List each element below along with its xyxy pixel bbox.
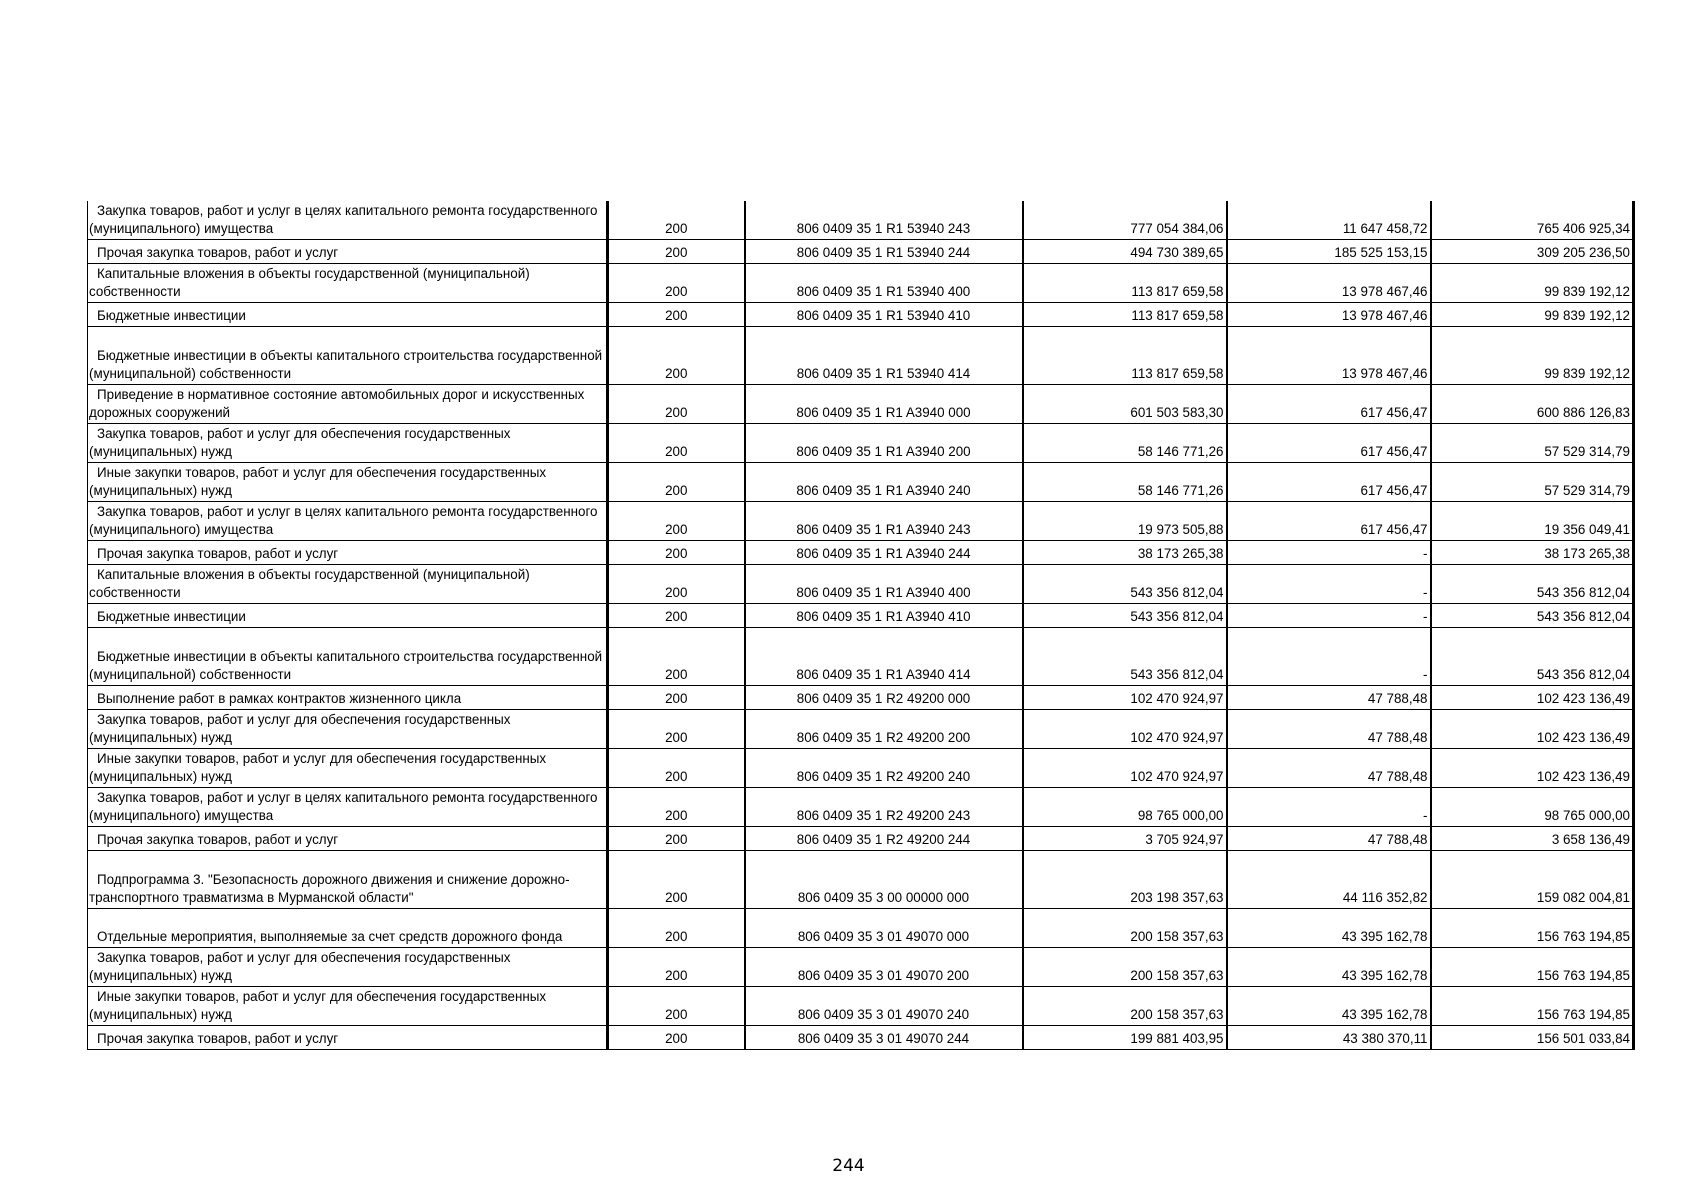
row-executed-amount-cell: 43 395 162,78 xyxy=(1227,948,1431,987)
row-name-cell xyxy=(88,201,608,240)
row-name-text: Выполнение работ в рамках контрактов жизненного цикла xyxy=(97,691,462,706)
row-line-code-cell: 200 xyxy=(608,686,745,710)
row-executed-amount-cell: - xyxy=(1227,541,1431,565)
row-budget-code-cell: 806 0409 35 3 01 49070 240 xyxy=(745,987,1023,1026)
row-unexecuted-amount-cell: 543 356 812,04 xyxy=(1431,604,1634,628)
row-line-code-cell: 200 xyxy=(608,987,745,1026)
table-row xyxy=(88,463,1634,502)
row-executed-amount-cell: 185 525 153,15 xyxy=(1227,240,1431,264)
row-line-code-cell: 200 xyxy=(608,749,745,788)
row-unexecuted-amount-cell: 57 529 314,79 xyxy=(1431,424,1634,463)
row-line-code-cell: 200 xyxy=(608,851,745,909)
row-unexecuted-amount-cell: 3 658 136,49 xyxy=(1431,827,1634,851)
row-executed-amount-cell: - xyxy=(1227,628,1431,686)
table-row xyxy=(88,541,1634,565)
row-unexecuted-amount-cell: 99 839 192,12 xyxy=(1431,303,1634,327)
row-executed-amount-cell: 47 788,48 xyxy=(1227,827,1431,851)
row-line-code-cell: 200 xyxy=(608,424,745,463)
row-executed-amount-cell: - xyxy=(1227,788,1431,827)
row-approved-amount-cell: 543 356 812,04 xyxy=(1023,565,1227,604)
row-approved-amount-cell: 102 470 924,97 xyxy=(1023,686,1227,710)
row-name-cell xyxy=(88,463,608,502)
table-row xyxy=(88,628,1634,686)
row-executed-amount-cell: 617 456,47 xyxy=(1227,463,1431,502)
row-name-cell xyxy=(88,851,608,909)
row-line-code-cell: 200 xyxy=(608,909,745,948)
row-name-text: Иные закупки товаров, работ и услуг для обеспечения государственных (муниципальных) нужд xyxy=(89,465,547,498)
row-unexecuted-amount-cell: 19 356 049,41 xyxy=(1431,502,1634,541)
row-name-cell xyxy=(88,303,608,327)
row-executed-amount-cell: 44 116 352,82 xyxy=(1227,851,1431,909)
page-number: 244 xyxy=(832,1156,865,1176)
row-budget-code-cell: 806 0409 35 1 R1 53940 400 xyxy=(745,264,1023,303)
row-line-code-cell: 200 xyxy=(608,264,745,303)
row-budget-code-cell: 806 0409 35 3 01 49070 000 xyxy=(745,909,1023,948)
row-approved-amount-cell: 543 356 812,04 xyxy=(1023,628,1227,686)
row-approved-amount-cell: 200 158 357,63 xyxy=(1023,987,1227,1026)
row-approved-amount-cell: 98 765 000,00 xyxy=(1023,788,1227,827)
table-row xyxy=(88,686,1634,710)
row-line-code-cell: 200 xyxy=(608,948,745,987)
row-name-cell xyxy=(88,909,608,948)
row-name-cell xyxy=(88,424,608,463)
budget-table-container xyxy=(87,201,1633,1050)
row-unexecuted-amount-cell: 38 173 265,38 xyxy=(1431,541,1634,565)
row-approved-amount-cell: 601 503 583,30 xyxy=(1023,385,1227,424)
row-name-cell xyxy=(88,987,608,1026)
row-unexecuted-amount-cell: 156 501 033,84 xyxy=(1431,1026,1634,1050)
table-row xyxy=(88,987,1634,1026)
row-unexecuted-amount-cell: 102 423 136,49 xyxy=(1431,686,1634,710)
row-approved-amount-cell: 113 817 659,58 xyxy=(1023,264,1227,303)
row-approved-amount-cell: 102 470 924,97 xyxy=(1023,749,1227,788)
row-unexecuted-amount-cell: 156 763 194,85 xyxy=(1431,948,1634,987)
row-line-code-cell: 200 xyxy=(608,385,745,424)
row-budget-code-cell: 806 0409 35 1 R1 A3940 400 xyxy=(745,565,1023,604)
row-name-text: Прочая закупка товаров, работ и услуг xyxy=(97,832,339,847)
row-budget-code-cell: 806 0409 35 1 R1 A3940 240 xyxy=(745,463,1023,502)
row-unexecuted-amount-cell: 156 763 194,85 xyxy=(1431,987,1634,1026)
row-name-text: Капитальные вложения в объекты государственной (муниципальной) собственности xyxy=(89,266,530,299)
row-name-text: Отдельные мероприятия, выполняемые за счет средств дорожного фонда xyxy=(97,929,563,944)
row-unexecuted-amount-cell: 543 356 812,04 xyxy=(1431,565,1634,604)
row-approved-amount-cell: 38 173 265,38 xyxy=(1023,541,1227,565)
row-approved-amount-cell: 777 054 384,06 xyxy=(1023,201,1227,240)
row-budget-code-cell: 806 0409 35 1 R2 49200 200 xyxy=(745,710,1023,749)
row-name-text: Иные закупки товаров, работ и услуг для обеспечения государственных (муниципальных) нужд xyxy=(89,751,547,784)
table-row xyxy=(88,788,1634,827)
row-budget-code-cell: 806 0409 35 1 R2 49200 244 xyxy=(745,827,1023,851)
row-approved-amount-cell: 3 705 924,97 xyxy=(1023,827,1227,851)
row-executed-amount-cell: 617 456,47 xyxy=(1227,502,1431,541)
table-row xyxy=(88,240,1634,264)
row-unexecuted-amount-cell: 156 763 194,85 xyxy=(1431,909,1634,948)
row-budget-code-cell: 806 0409 35 1 R1 A3940 243 xyxy=(745,502,1023,541)
row-name-text: Бюджетные инвестиции в объекты капитального строительства государственной (муниципальной) собственности xyxy=(89,348,603,381)
row-budget-code-cell: 806 0409 35 3 01 49070 244 xyxy=(745,1026,1023,1050)
row-line-code-cell: 200 xyxy=(608,827,745,851)
row-name-text: Бюджетные инвестиции xyxy=(97,609,246,624)
row-approved-amount-cell: 19 973 505,88 xyxy=(1023,502,1227,541)
table-body xyxy=(88,201,1634,1050)
row-name-cell xyxy=(88,264,608,303)
table-row xyxy=(88,827,1634,851)
table-row xyxy=(88,1026,1634,1050)
row-name-cell xyxy=(88,827,608,851)
row-line-code-cell: 200 xyxy=(608,628,745,686)
row-budget-code-cell: 806 0409 35 1 R1 53940 410 xyxy=(745,303,1023,327)
row-executed-amount-cell: 617 456,47 xyxy=(1227,424,1431,463)
row-name-cell xyxy=(88,327,608,385)
row-budget-code-cell: 806 0409 35 3 00 00000 000 xyxy=(745,851,1023,909)
row-line-code-cell: 200 xyxy=(608,240,745,264)
row-name-text: Бюджетные инвестиции в объекты капитального строительства государственной (муниципальной) собственности xyxy=(89,649,603,682)
row-budget-code-cell: 806 0409 35 1 R2 49200 000 xyxy=(745,686,1023,710)
row-executed-amount-cell: 13 978 467,46 xyxy=(1227,303,1431,327)
table-row xyxy=(88,851,1634,909)
row-approved-amount-cell: 543 356 812,04 xyxy=(1023,604,1227,628)
row-name-text: Прочая закупка товаров, работ и услуг xyxy=(97,1031,339,1046)
row-approved-amount-cell: 200 158 357,63 xyxy=(1023,909,1227,948)
row-name-cell xyxy=(88,240,608,264)
row-line-code-cell: 200 xyxy=(608,463,745,502)
row-name-text: Прочая закупка товаров, работ и услуг xyxy=(97,546,339,561)
row-budget-code-cell: 806 0409 35 1 R1 A3940 410 xyxy=(745,604,1023,628)
row-line-code-cell: 200 xyxy=(608,788,745,827)
row-executed-amount-cell: 13 978 467,46 xyxy=(1227,327,1431,385)
row-name-text: Приведение в нормативное состояние автомобильных дорог и искусственных дорожных сооружений xyxy=(89,387,585,420)
row-name-text: Закупка товаров, работ и услуг для обеспечения государственных (муниципальных) нужд xyxy=(89,950,511,983)
row-name-cell xyxy=(88,541,608,565)
row-executed-amount-cell: 617 456,47 xyxy=(1227,385,1431,424)
row-executed-amount-cell: 43 395 162,78 xyxy=(1227,909,1431,948)
row-budget-code-cell: 806 0409 35 1 R2 49200 243 xyxy=(745,788,1023,827)
row-unexecuted-amount-cell: 543 356 812,04 xyxy=(1431,628,1634,686)
row-name-cell xyxy=(88,604,608,628)
row-name-text: Закупка товаров, работ и услуг для обеспечения государственных (муниципальных) нужд xyxy=(89,712,511,745)
row-name-text: Закупка товаров, работ и услуг в целях капитального ремонта государственного (муниципального) имущества xyxy=(89,790,598,823)
row-executed-amount-cell: 13 978 467,46 xyxy=(1227,264,1431,303)
row-name-text: Бюджетные инвестиции xyxy=(97,308,246,323)
row-unexecuted-amount-cell: 159 082 004,81 xyxy=(1431,851,1634,909)
row-unexecuted-amount-cell: 600 886 126,83 xyxy=(1431,385,1634,424)
table-row xyxy=(88,909,1634,948)
row-name-cell xyxy=(88,502,608,541)
row-name-cell xyxy=(88,749,608,788)
row-budget-code-cell: 806 0409 35 1 R1 A3940 414 xyxy=(745,628,1023,686)
row-name-cell xyxy=(88,565,608,604)
row-line-code-cell: 200 xyxy=(608,1026,745,1050)
row-unexecuted-amount-cell: 99 839 192,12 xyxy=(1431,327,1634,385)
table-row xyxy=(88,565,1634,604)
row-approved-amount-cell: 113 817 659,58 xyxy=(1023,327,1227,385)
row-name-cell xyxy=(88,710,608,749)
table-row xyxy=(88,385,1634,424)
row-unexecuted-amount-cell: 765 406 925,34 xyxy=(1431,201,1634,240)
row-name-text: Закупка товаров, работ и услуг для обеспечения государственных (муниципальных) нужд xyxy=(89,426,511,459)
row-approved-amount-cell: 203 198 357,63 xyxy=(1023,851,1227,909)
table-row xyxy=(88,303,1634,327)
table-row xyxy=(88,327,1634,385)
table-row xyxy=(88,749,1634,788)
row-name-text: Подпрограмма 3. "Безопасность дорожного движения и снижение дорожно-транспортного травматизма в Мурманской области" xyxy=(89,872,570,905)
row-unexecuted-amount-cell: 57 529 314,79 xyxy=(1431,463,1634,502)
row-budget-code-cell: 806 0409 35 3 01 49070 200 xyxy=(745,948,1023,987)
row-name-cell xyxy=(88,686,608,710)
row-line-code-cell: 200 xyxy=(608,303,745,327)
row-unexecuted-amount-cell: 102 423 136,49 xyxy=(1431,749,1634,788)
row-budget-code-cell: 806 0409 35 1 R1 A3940 200 xyxy=(745,424,1023,463)
budget-execution-table xyxy=(87,201,1635,1050)
row-approved-amount-cell: 199 881 403,95 xyxy=(1023,1026,1227,1050)
row-name-text: Закупка товаров, работ и услуг в целях капитального ремонта государственного (муниципального) имущества xyxy=(89,504,598,537)
row-unexecuted-amount-cell: 309 205 236,50 xyxy=(1431,240,1634,264)
row-line-code-cell: 200 xyxy=(608,502,745,541)
row-name-text: Иные закупки товаров, работ и услуг для обеспечения государственных (муниципальных) нужд xyxy=(89,989,547,1022)
row-line-code-cell: 200 xyxy=(608,604,745,628)
row-name-cell xyxy=(88,948,608,987)
row-name-text: Прочая закупка товаров, работ и услуг xyxy=(97,245,339,260)
row-executed-amount-cell: 47 788,48 xyxy=(1227,749,1431,788)
row-name-cell xyxy=(88,385,608,424)
row-approved-amount-cell: 58 146 771,26 xyxy=(1023,463,1227,502)
row-approved-amount-cell: 200 158 357,63 xyxy=(1023,948,1227,987)
row-budget-code-cell: 806 0409 35 1 R1 53940 244 xyxy=(745,240,1023,264)
row-budget-code-cell: 806 0409 35 1 R1 53940 414 xyxy=(745,327,1023,385)
row-budget-code-cell: 806 0409 35 1 R1 A3940 244 xyxy=(745,541,1023,565)
row-name-cell xyxy=(88,788,608,827)
row-approved-amount-cell: 494 730 389,65 xyxy=(1023,240,1227,264)
row-unexecuted-amount-cell: 98 765 000,00 xyxy=(1431,788,1634,827)
table-row xyxy=(88,424,1634,463)
row-executed-amount-cell: 11 647 458,72 xyxy=(1227,201,1431,240)
row-budget-code-cell: 806 0409 35 1 R2 49200 240 xyxy=(745,749,1023,788)
table-row xyxy=(88,502,1634,541)
row-executed-amount-cell: 43 395 162,78 xyxy=(1227,987,1431,1026)
row-approved-amount-cell: 58 146 771,26 xyxy=(1023,424,1227,463)
row-budget-code-cell: 806 0409 35 1 R1 53940 243 xyxy=(745,201,1023,240)
row-line-code-cell: 200 xyxy=(608,565,745,604)
row-name-text: Закупка товаров, работ и услуг в целях капитального ремонта государственного (муниципального) имущества xyxy=(89,203,598,236)
row-line-code-cell: 200 xyxy=(608,201,745,240)
row-line-code-cell: 200 xyxy=(608,541,745,565)
table-row xyxy=(88,201,1634,240)
row-name-cell xyxy=(88,628,608,686)
table-row xyxy=(88,264,1634,303)
table-row xyxy=(88,710,1634,749)
row-executed-amount-cell: - xyxy=(1227,604,1431,628)
row-name-text: Капитальные вложения в объекты государственной (муниципальной) собственности xyxy=(89,567,530,600)
row-line-code-cell: 200 xyxy=(608,327,745,385)
row-approved-amount-cell: 102 470 924,97 xyxy=(1023,710,1227,749)
row-executed-amount-cell: - xyxy=(1227,565,1431,604)
row-executed-amount-cell: 47 788,48 xyxy=(1227,710,1431,749)
row-unexecuted-amount-cell: 99 839 192,12 xyxy=(1431,264,1634,303)
table-row xyxy=(88,948,1634,987)
row-approved-amount-cell: 113 817 659,58 xyxy=(1023,303,1227,327)
row-name-cell xyxy=(88,1026,608,1050)
table-row xyxy=(88,604,1634,628)
row-budget-code-cell: 806 0409 35 1 R1 A3940 000 xyxy=(745,385,1023,424)
row-executed-amount-cell: 43 380 370,11 xyxy=(1227,1026,1431,1050)
row-line-code-cell: 200 xyxy=(608,710,745,749)
row-unexecuted-amount-cell: 102 423 136,49 xyxy=(1431,710,1634,749)
row-executed-amount-cell: 47 788,48 xyxy=(1227,686,1431,710)
